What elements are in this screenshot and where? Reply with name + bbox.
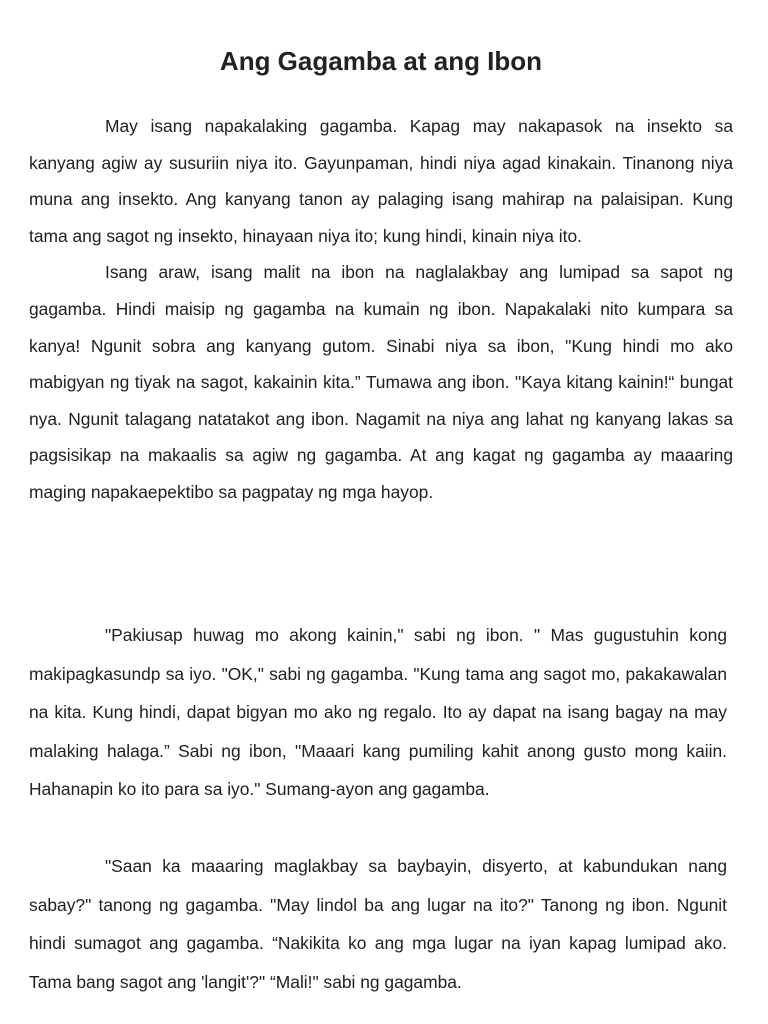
paragraph-3: "Pakiusap huwag mo akong kainin," sabi ng ibon. " Mas gugustuhin kong makipagkasundp sa iyo. "OK," sabi ng gagamba. "Kung tama ang sagot mo, pakakawalan na kita. Kung hindi, dapat bigyan mo ako ng regalo. Ito ay dapat na isang bagay na may malaking halaga.” Sabi ng ibon, "Maaari kang pumiling kahit anong gusto mong kaiin. Hahanapin ko ito para sa iyo." Sumang-ayon ang gagamba. xyxy=(29,625,727,799)
page-title: Ang Gagamba at ang Ibon xyxy=(219,46,543,76)
paragraph-2: Isang araw, isang malit na ibon na naglalakbay ang lumipad sa sapot ng gagamba. Hindi maisip ng gagamba na kumain ng ibon. Napakalaki nito kumpara sa kanya! Ngunit sobra ang kanyang gutom. Sinabi niya sa ibon, "Kung hindi mo ako mabigyan ng tiyak na sagot, kakainin kita.” Tumawa ang ibon. "Kaya kitang kainin!“ bungat nya. Ngunit talagang natatakot ang ibon. Nagamit na niya ang lahat ng kanyang lakas sa pagsisikap na makaalis sa agiw ng gagamba. At ang kagat ng gagamba ay maaaring maging napakaepektibo sa pagpatay ng mga hayop. xyxy=(29,262,733,502)
paragraph-1: May isang napakalaking gagamba. Kapag may nakapasok na insekto sa kanyang agiw ay susuriin niya ito. Gayunpaman, hindi niya agad kinakain. Tinanong niya muna ang insekto. Ang kanyang tanon ay palaging isang mahirap na palaisipan. Kung tama ang sagot ng insekto, hinayaan niya ito; kung hindi, kinain niya ito. xyxy=(29,116,733,246)
text-block-top xyxy=(29,108,733,511)
paragraph-4: "Saan ka maaaring maglakbay sa baybayin, disyerto, at kabundukan nang sabay?" tanong ng gagamba. "May lindol ba ang lugar na ito?" Tanong ng ibon. Ngunit hindi sumagot ang gagamba. “Nakikita ko ang mga lugar na iyan kapag lumipad ako. Tama bang sagot ang 'langit'?" “Mali!" sabi ng gagamba. xyxy=(29,856,727,992)
text-block-bottom xyxy=(29,616,727,1001)
